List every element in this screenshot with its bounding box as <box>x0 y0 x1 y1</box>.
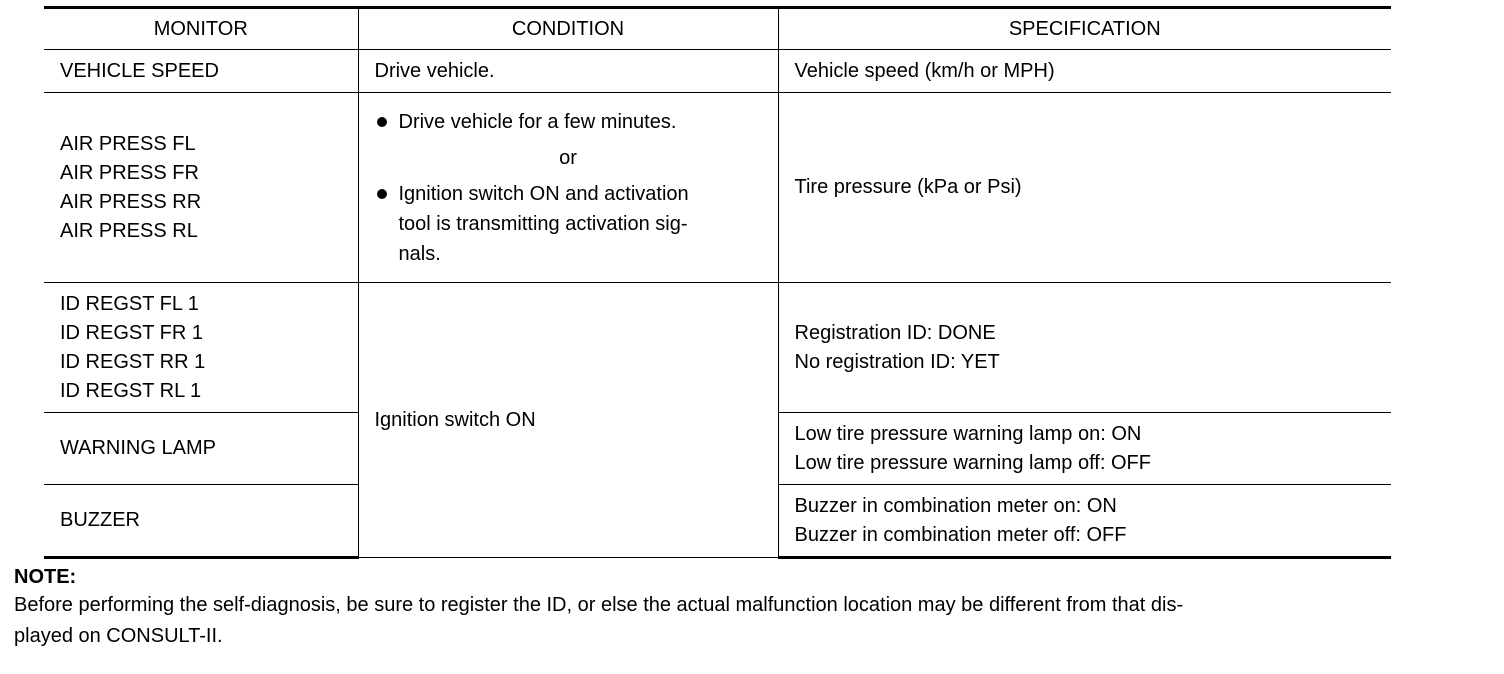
condition-cell-shared: Ignition switch ON <box>358 283 778 558</box>
specification-cell: Vehicle speed (km/h or MPH) <box>778 50 1391 93</box>
condition-bullet <box>375 179 778 269</box>
specification-item: Low tire pressure warning lamp off: OFF <box>794 451 1151 474</box>
monitor-item: AIR PRESS RL <box>60 219 198 242</box>
note-block <box>14 564 1484 652</box>
condition-text: Drive vehicle for a few minutes. <box>398 110 677 133</box>
table-row-air-press <box>44 93 1391 283</box>
monitor-spec-table <box>44 6 1391 559</box>
header-specification: SPECIFICATION <box>778 8 1391 50</box>
monitor-item: ID REGST RR 1 <box>60 350 206 373</box>
specification-cell <box>778 485 1391 558</box>
specification-item: Buzzer in combination meter off: OFF <box>794 523 1127 546</box>
specification-item: Low tire pressure warning lamp on: ON <box>794 422 1142 445</box>
table-header-row <box>44 8 1391 50</box>
table-row-vehicle-speed <box>44 50 1391 93</box>
bullet-icon <box>377 117 387 127</box>
monitor-item: AIR PRESS FL <box>60 132 196 155</box>
monitor-cell: WARNING LAMP <box>44 413 358 485</box>
table-row-id-regst <box>44 283 1391 413</box>
condition-or: or <box>559 146 577 169</box>
condition-text: tool is transmitting activation sig- <box>398 212 688 235</box>
condition-text: nals. <box>398 242 441 265</box>
specification-item: Buzzer in combination meter on: ON <box>794 494 1117 517</box>
specification-cell: Tire pressure (kPa or Psi) <box>778 93 1391 283</box>
condition-cell <box>358 93 778 283</box>
monitor-item: ID REGST FL 1 <box>60 292 199 315</box>
monitor-cell: VEHICLE SPEED <box>44 50 358 93</box>
specification-cell <box>778 413 1391 485</box>
specification-cell <box>778 283 1391 413</box>
monitor-item: AIR PRESS RR <box>60 190 202 213</box>
condition-bullet <box>375 107 778 137</box>
specification-item: No registration ID: YET <box>794 350 1000 373</box>
monitor-item: ID REGST RL 1 <box>60 379 202 402</box>
header-condition: CONDITION <box>358 8 778 50</box>
header-monitor: MONITOR <box>44 8 358 50</box>
bullet-icon <box>377 189 387 199</box>
monitor-cell: BUZZER <box>44 485 358 558</box>
condition-cell: Drive vehicle. <box>358 50 778 93</box>
monitor-item: AIR PRESS FR <box>60 161 199 184</box>
condition-text: Ignition switch ON and activation <box>398 182 689 205</box>
monitor-cell <box>44 283 358 413</box>
specification-item: Registration ID: DONE <box>794 321 996 344</box>
note-line: played on CONSULT-II. <box>14 625 223 647</box>
monitor-item: ID REGST FR 1 <box>60 321 203 344</box>
note-title: NOTE: <box>14 566 77 588</box>
note-line: Before performing the self-diagnosis, be sure to register the ID, or else the actual malfunction location may be different from that dis- <box>14 594 1184 616</box>
monitor-cell <box>44 93 358 283</box>
